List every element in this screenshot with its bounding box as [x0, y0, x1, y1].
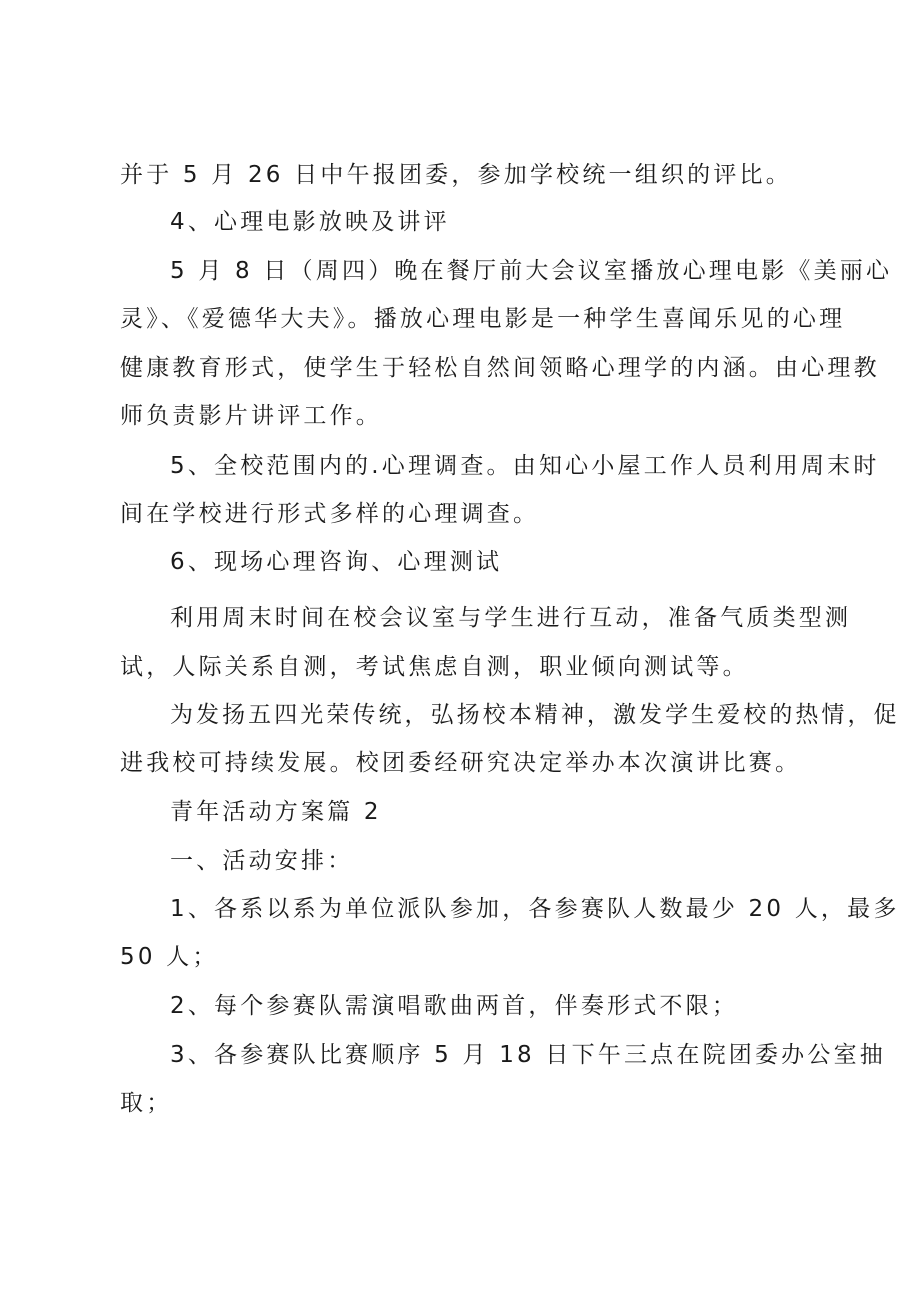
text-line: 5 月 8 日（周四）晚在餐厅前大会议室播放心理电影《美丽心 — [170, 258, 893, 284]
text-line: 进我校可持续发展。校团委经研究决定举办本次演讲比赛。 — [120, 750, 802, 776]
text-line: 并于 5 月 26 日中午报团委，参加学校统一组织的评比。 — [120, 162, 792, 188]
text-line: 健康教育形式，使学生于轻松自然间领略心理学的内涵。由心理教 — [120, 355, 880, 381]
text-line: 取； — [120, 1090, 173, 1116]
section-title: 青年活动方案篇 2 — [170, 799, 382, 825]
list-item: 3、各参赛队比赛顺序 5 月 18 日下午三点在院团委办公室抽 — [170, 1042, 886, 1068]
text-line: 50 人； — [120, 944, 219, 970]
text-line: 间在学校进行形式多样的心理调查。 — [120, 501, 540, 527]
text-line: 为发扬五四光荣传统，弘扬校本精神，激发学生爱校的热情，促 — [170, 702, 900, 728]
text-line: 灵》、《爱德华大夫》。播放心理电影是一种学生喜闻乐见的心理 — [120, 306, 846, 332]
text-line: 5、全校范围内的.心理调查。由知心小屋工作人员利用周末时 — [170, 453, 880, 479]
text-line: 利用周末时间在校会议室与学生进行互动，准备气质类型测 — [170, 605, 852, 631]
section-heading: 6、现场心理咨询、心理测试 — [170, 549, 503, 575]
text-line: 师负责影片讲评工作。 — [120, 403, 382, 429]
text-line: 试，人际关系自测，考试焦虑自测，职业倾向测试等。 — [120, 654, 749, 680]
list-item: 2、每个参赛队需演唱歌曲两首，伴奏形式不限； — [170, 993, 739, 1019]
list-item: 1、各系以系为单位派队参加，各参赛队人数最少 20 人，最多 — [170, 896, 900, 922]
section-heading: 4、心理电影放映及讲评 — [170, 209, 450, 235]
section-heading: 一、活动安排： — [170, 848, 354, 874]
